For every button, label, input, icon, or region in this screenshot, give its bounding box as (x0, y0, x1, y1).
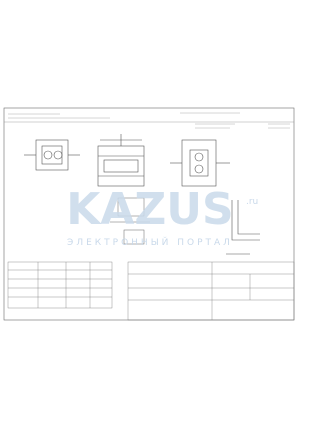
parts-table (8, 262, 112, 308)
connector-top-view (170, 140, 230, 186)
watermark-subtitle: ЭЛЕКТРОННЫЙ ПОРТАЛ (67, 238, 233, 248)
connector-front-view (98, 134, 144, 186)
title-block (128, 262, 294, 320)
watermark-domain: .ru (246, 197, 259, 207)
watermark-brand: KAZUS (66, 184, 234, 235)
header-notes (8, 113, 290, 128)
connector-side-view (24, 140, 80, 170)
watermark (66, 184, 258, 248)
